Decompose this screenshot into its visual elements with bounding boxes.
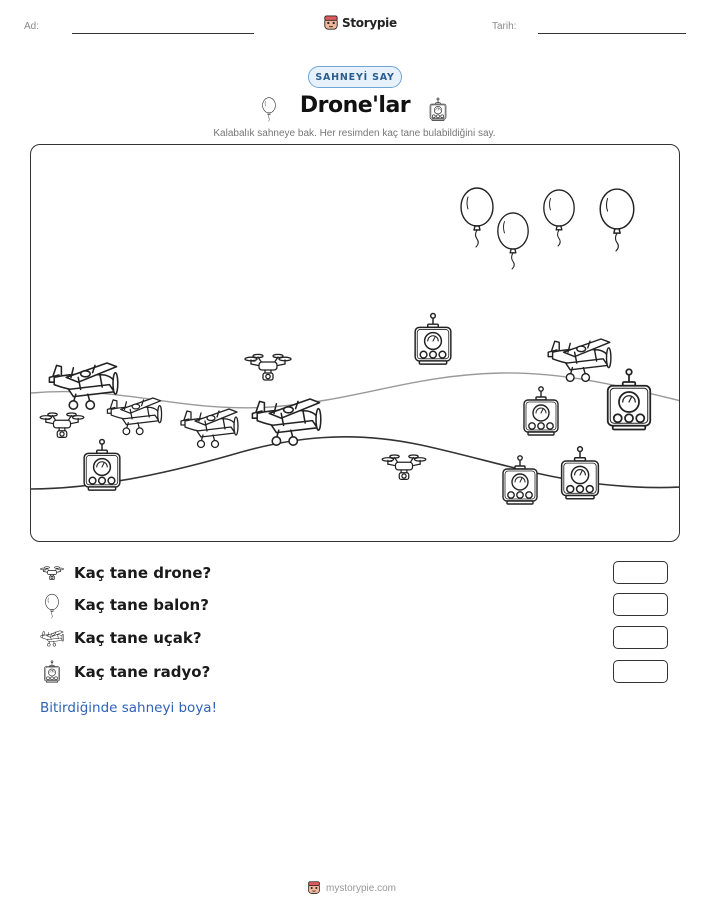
question-text: Kaç tane uçak? [74, 629, 202, 647]
finish-note: Bitirdiğinde sahneyi boya! [40, 700, 217, 716]
date-label: Tarih: [492, 21, 517, 32]
footer-site: mystorypie.com [326, 882, 397, 894]
question-text: Kaç tane radyo? [74, 663, 211, 681]
question-text: Kaç tane drone? [74, 564, 212, 582]
drone [382, 455, 426, 479]
title-balloon-icon [258, 90, 280, 122]
radio [562, 447, 599, 499]
question-text: Kaç tane balon? [74, 596, 209, 614]
plane [107, 398, 161, 435]
balloon [498, 213, 528, 269]
question-row-radio [40, 660, 670, 686]
radio [503, 456, 537, 504]
storypie-mascot-icon [323, 14, 339, 32]
page-subtitle: Kalabalık sahneye bak. Her resimden kaç tane bulabildiğini say. [213, 128, 496, 139]
page-title: Drone'lar [299, 93, 411, 118]
counting-scene [30, 144, 680, 542]
worksheet-badge: SAHNEYİ SAY [308, 66, 402, 88]
brand-logo [323, 13, 397, 33]
title-radio-icon [426, 94, 450, 124]
storypie-mascot-icon [307, 880, 321, 896]
date-line[interactable] [538, 33, 686, 34]
plane [49, 363, 117, 409]
radio [415, 313, 451, 364]
balloon-icon [40, 593, 64, 619]
plane [548, 339, 611, 381]
radio-icon [40, 660, 64, 684]
balloon [461, 188, 493, 247]
answer-box-balloon[interactable] [613, 593, 668, 616]
answer-box-drone[interactable] [613, 561, 668, 584]
plane-icon [40, 626, 64, 650]
question-row-drone [40, 561, 670, 587]
footer [307, 880, 396, 896]
brand-name: Storypie [342, 16, 397, 30]
radio [608, 369, 651, 429]
plane [181, 409, 238, 448]
question-row-plane [40, 626, 670, 652]
scene-illustration [31, 145, 680, 542]
balloon [544, 190, 574, 246]
drone-icon [40, 561, 64, 585]
answer-box-radio[interactable] [613, 660, 668, 683]
radio [84, 439, 120, 490]
radio [524, 387, 558, 435]
name-label: Ad: [24, 21, 40, 32]
balloon [600, 189, 634, 251]
drone [245, 354, 291, 380]
drone [40, 413, 84, 437]
question-row-balloon [40, 593, 670, 619]
answer-box-plane[interactable] [613, 626, 668, 649]
name-line[interactable] [72, 33, 254, 34]
